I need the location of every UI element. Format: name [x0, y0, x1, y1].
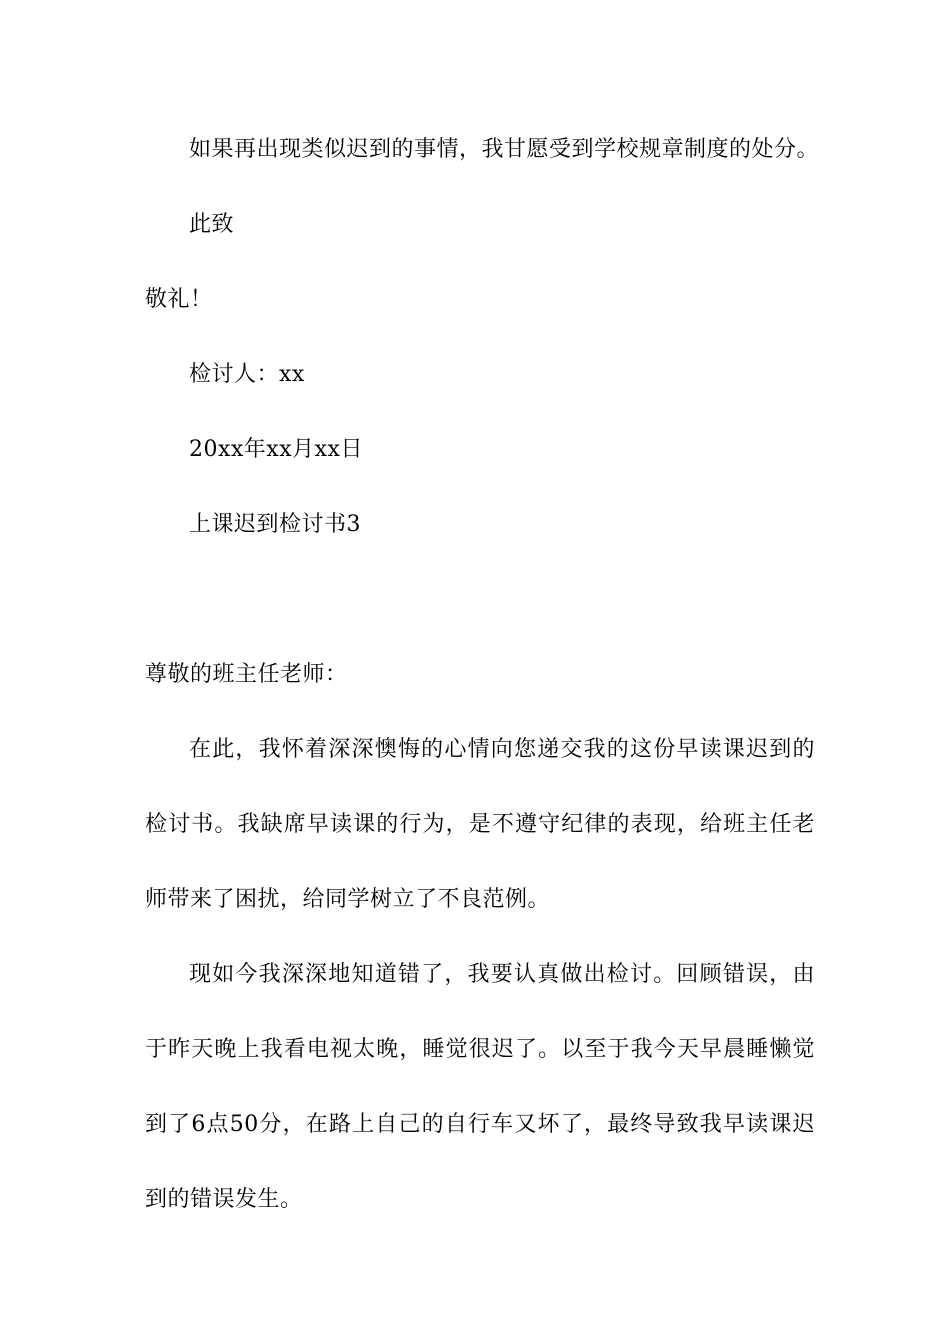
paragraph-line: 在此，我怀着深深懊悔的心情向您递交我的这份早读课迟到的: [189, 737, 815, 762]
closing-regards: 敬礼！: [145, 287, 213, 312]
paragraph-line: 师带来了困扰，给同学树立了不良范例。: [145, 887, 551, 912]
paragraph-line-punishment: 如果再出现类似迟到的事情，我甘愿受到学校规章制度的处分。: [189, 137, 820, 162]
signature-date: 20xx年xx月xx日: [189, 437, 363, 462]
paragraph-line: 到的错误发生。: [145, 1187, 303, 1212]
paragraph-line: 到了6点50分，在路上自己的自行车又坏了，最终导致我早读课迟: [145, 1112, 815, 1137]
section-title: 上课迟到检讨书3: [189, 512, 361, 537]
paragraph-line: 于昨天晚上我看电视太晚，睡觉很迟了。以至于我今天早晨睡懒觉: [145, 1037, 815, 1062]
paragraph-line: 现如今我深深地知道错了，我要认真做出检讨。回顾错误，由: [189, 962, 815, 987]
greeting: 尊敬的班主任老师：: [145, 662, 348, 687]
paragraph-line: 检讨书。我缺席早读课的行为，是不遵守纪律的表现，给班主任老: [145, 812, 815, 837]
signature-name: 检讨人：xx: [189, 362, 305, 387]
closing-salutation: 此致: [189, 212, 235, 237]
